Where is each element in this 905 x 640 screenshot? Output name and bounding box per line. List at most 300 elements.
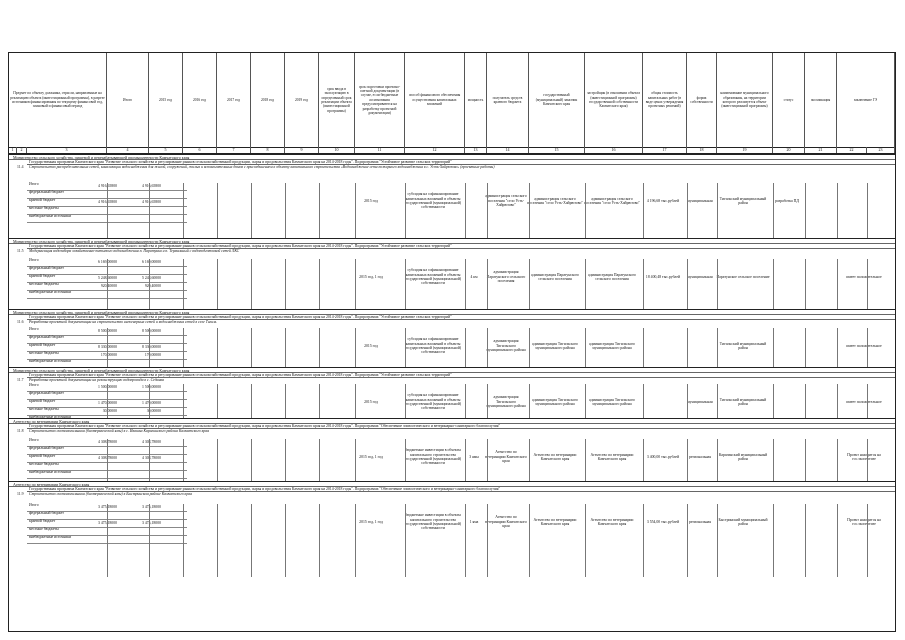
column-divider [867,384,868,419]
sector-heading: Министерство сельского хозяйства, пищевой и перерабатывающей промышленности Камчатского края [9,310,895,315]
financing-label: федеральный бюджет [29,446,64,450]
column-number: 4 [107,147,149,153]
financing-2015: 920,40000 [144,284,161,288]
column-divider [285,328,286,368]
power-cell: 4 км [470,274,478,279]
financing-label: Итого [29,503,39,507]
column-number: 1 [9,147,17,153]
mo-cell: Быстринский муниципальный район [718,517,768,526]
column-divider [285,183,286,239]
header-cell: срок подготовки проектно-сметной документации (в случае, если бюджетные ассигнования предусматриваются на разработку проектной документации) [355,53,405,147]
column-divider [217,439,218,482]
financing-2015: 6 169,00000 [142,260,161,264]
table-section [9,415,895,481]
builder-cell: администрация Паратунского сельского поселения [588,272,636,281]
financing-label: местные бюджеты [29,407,59,411]
recipient-cell: Агентство по ветеринарии Камчатского края [485,450,527,464]
financing-total: 1 470,00000 [98,401,117,405]
column-divider [217,504,218,577]
header-cell: получатель средств краевого бюджета [487,53,529,147]
column-number: 19 [717,147,773,153]
column-divider [687,183,688,239]
column-number: 17 [643,147,687,153]
header-cell: срок ввода в эксплуатацию в определенный срок реализации объекта (инвестиционной программы) [319,53,355,147]
financing-2015: 1 500,00000 [142,385,161,389]
customer-cell: администрация Паратунского сельского поселения [531,272,579,281]
column-divider [643,259,644,310]
column-divider [867,183,868,239]
status-cell [771,328,803,364]
financing-label: Итого [29,383,39,387]
header-cell: Предмет по объекту должника, отрасли, направленные на реализацию объекта (инвестиционный программы), в разрезе источников финансирования по текущему финансовой год, плановый и финансовый период [9,53,107,147]
column-number: 9 [285,147,319,153]
column-divider [251,183,252,239]
header-cell: 2017 год [217,53,251,147]
year-cell: 2015 год [364,198,378,203]
column-number: 15 [529,147,585,153]
customer-cell: администрация Тигильского муниципального района [532,341,578,350]
column-divider [149,504,150,577]
column-divider [149,183,150,239]
column-divider [149,259,150,310]
column-divider [217,328,218,368]
column-divider [805,439,806,482]
column-divider [529,384,530,419]
builder-cell: администрация сельского поселения "село Усть-Хайрюзово" [584,196,640,205]
header-cell: форма собственности [687,53,717,147]
financing-2015: 8 330,00000 [142,345,161,349]
column-divider [487,384,488,419]
header-cell: застройщик (в отношении объекта (инвестиционной программы) государственной собственности Камчатского края) [585,53,643,147]
column-divider [805,183,806,239]
financing-2015: 4 308,78000 [142,440,161,444]
builder-cell: администрация Тигильского муниципального района [589,341,635,350]
column-divider [107,259,108,310]
financing-label: местные бюджеты [29,462,59,466]
header-cell: 2016 год [183,53,217,147]
status-cell [771,504,803,540]
power-cell [463,328,485,364]
column-divider [183,504,184,577]
column-divider [183,439,184,482]
column-number: 12 [405,147,465,153]
financing-total: 4 916,65800 [98,184,117,188]
form-cell: муниципальная [687,198,713,203]
column-divider [465,328,466,368]
column-number-row [9,147,895,154]
column-divider [355,384,356,419]
financing-2015: 8 500,00000 [142,329,161,333]
ge-cell: Проект находится на гос.экспертизе [847,452,881,461]
year-cell: 2015 год [364,399,378,404]
power-cell: 1 яма [469,519,479,524]
column-divider [585,259,586,310]
financing-total: 3 475,18000 [98,505,117,509]
column-divider [643,384,644,419]
column-divider [405,259,406,310]
financing-label: внебюджетные источники [29,415,72,419]
financing-2015: 30,00000 [146,409,161,413]
financing-label: федеральный бюджет [29,190,64,194]
form-cell: региональная [689,519,711,524]
column-divider [529,439,530,482]
column-divider [585,328,586,368]
column-divider [585,439,586,482]
column-divider [687,384,688,419]
object-index: 11.6 [17,320,24,324]
column-divider [487,504,488,577]
column-divider [319,504,320,577]
column-divider [837,439,838,482]
column-divider [465,183,466,239]
recipient-cell: администрация Тигильского муниципального района [486,339,526,353]
column-divider [837,259,838,310]
column-divider [405,328,406,368]
financing-total: 30,00000 [102,409,117,413]
column-divider [465,504,466,577]
column-number: 7 [217,147,251,153]
column-number: 5 [149,147,183,153]
table-header [9,53,895,148]
financing-2015: 4 308,78000 [142,456,161,460]
mo-cell: Тигильский муниципальный район [719,397,767,406]
column-divider [643,504,644,577]
column-divider [529,504,530,577]
financing-total: 920,40000 [100,284,117,288]
column-divider [285,504,286,577]
column-divider [465,439,466,482]
column-number: 6 [183,147,217,153]
column-divider [319,259,320,310]
program-heading: Государственная программа Камчатского края "Развитие сельского хозяйства и регулирование рынков сельскохозяйственной продукции, сырья и продовольствия Камчатского края на 2014-2018 годы". Подпрограмма "Обеспечение эпизоотического и ветеринарно-санитарного благополучия" [27,487,895,492]
column-number: 21 [805,147,837,153]
table-section [9,481,895,576]
column-divider [183,328,184,368]
financing-label: краевой бюджет [29,343,56,347]
object-name: Строительство скотомогильника (биотермической ямы) в с. Ивашка Карагинского района Камчатского края [29,429,209,433]
column-divider [529,183,530,239]
builder-cell: администрация Тигильского муниципального района [589,397,635,406]
table-section [9,238,895,309]
column-divider [687,259,688,310]
investment-table [8,52,896,632]
column-divider [687,328,688,368]
customer-cell: администрация сельского поселения "село Усть-Хайрюзово" [527,196,583,205]
column-number: 14 [487,147,529,153]
recipient-cell: Агентство по ветеринарии Камчатского края [485,515,527,529]
year-cell: 2015 год, 1 год [359,274,383,279]
status-cell [771,439,803,475]
column-divider [487,183,488,239]
column-divider [285,384,286,419]
column-divider [355,183,356,239]
header-cell: общая стоимость капитальных работ (в виде ценах утверждения проектных решений) [643,53,687,147]
ge-cell: имеет положительное [846,343,882,348]
financing-label: Итого [29,258,39,262]
financing-label: краевой бюджет [29,399,56,403]
column-divider [773,259,774,310]
column-divider [217,384,218,419]
column-divider [837,183,838,239]
mo-cell: Тигильский муниципальный район [719,196,767,205]
header-cell: Итого [107,53,149,147]
expl-cell [803,328,835,364]
form-cell: муниципальная [687,274,713,279]
header-cell: 2015 год [149,53,183,147]
recipient-cell: администрация Паратунского сельского поселения [486,270,526,284]
column-number: 18 [687,147,717,153]
cost-cell: 3 400,00 тыс.рублей [646,454,680,459]
financing-total: 4 308,78000 [98,456,117,460]
column-divider [355,439,356,482]
header-cell: экспликация [805,53,837,147]
object-name: Разработка проектной документации на строительство инженерных сетей и водоснабжения сетей в селе Тигиль [29,320,217,324]
recipient-cell: администрация Тигильского муниципального района [486,395,526,409]
power-cell [463,183,485,219]
year-cell: 2015 год, 1 год [359,519,383,524]
column-divider [149,384,150,419]
column-divider [405,183,406,239]
financing-label: местные бюджеты [29,206,59,210]
sector-heading: Агентство по ветеринарии Камчатского края [9,419,895,424]
column-divider [149,439,150,482]
ge-cell: имеет положительное [846,274,882,279]
method-cell: субсидия на софинансирование капитальных вложений в объекты государственной (муниципальной) собственности [404,192,462,210]
column-divider [183,259,184,310]
program-heading: Государственная программа Камчатского края "Развитие сельского хозяйства и регулирование рынков сельскохозяйственной продукции, сырья и продовольствия Камчатского края на 2014-2018 годы". Подпрограмма "Устойчивое развитие сельских территорий" [27,160,895,165]
ge-cell [835,183,893,219]
expl-cell [803,259,835,295]
builder-cell: Агентство по ветеринарии Камчатского края [590,517,634,526]
financing-total: 6 169,00000 [98,260,117,264]
column-divider [465,384,466,419]
column-divider [773,504,774,577]
column-divider [867,328,868,368]
column-divider [773,384,774,419]
column-divider [319,183,320,239]
column-divider [107,439,108,482]
sector-heading: Министерство сельского хозяйства, пищевой и перерабатывающей промышленности Камчатского края [9,155,895,160]
column-divider [183,183,184,239]
financing-total: 8 500,00000 [98,329,117,333]
column-divider [805,259,806,310]
mo-cell: Паратунское сельское поселение [716,274,770,279]
cost-cell [641,328,685,364]
sector-heading: Агентство по ветеринарии Камчатского края [9,482,895,487]
program-heading: Государственная программа Камчатского края "Развитие сельского хозяйства и регулирование рынков сельскохозяйственной продукции, сырья и продовольствия Камчатского края на 2014-2018 годы". Подпрограмма "Обеспечение эпизоотического и ветеринарно-санитарного благополучия" [27,424,895,429]
column-divider [529,328,530,368]
column-divider [717,504,718,577]
program-heading: Государственная программа Камчатского края "Развитие сельского хозяйства и регулирование рынков сельскохозяйственной продукции, сырья и продовольствия Камчатского края на 2014-2018 годы". Подпрограмма "Устойчивое развитие сельских территорий" [27,244,895,249]
status-cell [771,384,803,420]
column-divider [285,259,286,310]
column-number: 10 [319,147,355,153]
form-cell [685,328,715,364]
financing-total: 1 500,00000 [98,385,117,389]
header-cell: мощность [465,53,487,147]
object-index: 11.8 [17,429,24,433]
column-divider [355,328,356,368]
financing-label: Итого [29,327,39,331]
header-cell: 2019 год [285,53,319,147]
method-cell: бюджетные инвестиции в объекты капитального строительства государственной (муниципальной) собственности [404,513,462,531]
column-divider [717,183,718,239]
financing-label: федеральный бюджет [29,511,64,515]
financing-label: внебюджетные источники [29,214,72,218]
column-divider [355,259,356,310]
column-number: 13 [465,147,487,153]
header-cell: государственный (муниципальный) заказчик Камчатского края [529,53,585,147]
column-divider [837,384,838,419]
column-divider [405,504,406,577]
method-cell: бюджетные инвестиции в объекты капитального строительства государственной (муниципальной) собственности [404,448,462,466]
column-divider [107,384,108,419]
financing-label: местные бюджеты [29,527,59,531]
form-cell: муниципальная [687,399,713,404]
financing-label: внебюджетные источники [29,290,72,294]
ge-cell: имеет положительное [846,399,882,404]
column-divider [319,328,320,368]
power-cell [463,384,485,420]
financing-label: Итого [29,438,39,442]
column-divider [773,439,774,482]
cost-cell: 18 400,48 тыс.рублей [645,274,681,279]
financing-total: 4 308,78000 [98,440,117,444]
program-heading: Государственная программа Камчатского края "Развитие сельского хозяйства и регулирование рынков сельскохозяйственной продукции, сырья и продовольствия Камчатского края на 2014-2018 годы". Подпрограмма "Устойчивое развитие сельских территорий" [27,315,895,320]
status-cell [771,259,803,295]
column-divider [867,259,868,310]
column-divider [717,384,718,419]
column-divider [319,439,320,482]
financing-label: краевой бюджет [29,274,56,278]
column-number: 11 [355,147,405,153]
expl-cell [803,384,835,420]
table-section [9,367,895,418]
column-divider [643,183,644,239]
recipient-cell: администрация сельского поселения "село Усть-Хайрюзово" [485,194,527,208]
column-divider [805,328,806,368]
builder-cell: Агентство по ветеринарии Камчатского края [590,452,634,461]
header-cell: наименование муниципального образования, на территории которого реализуется объект (инвестиционной программы) [717,53,773,147]
financing-2015: 3 475,18000 [142,521,161,525]
customer-cell: Агентство по ветеринарии Камчатского края [533,517,577,526]
column-divider [773,183,774,239]
column-divider [217,259,218,310]
column-divider [687,439,688,482]
financing-label: федеральный бюджет [29,266,64,270]
year-cell: 2015 год [364,343,378,348]
status-cell: разработка ПД [775,198,799,203]
column-divider [251,328,252,368]
financing-total: 8 330,00000 [98,345,117,349]
cost-cell: 4 196,68 тыс.рублей [646,198,680,203]
cost-cell: 3 554,00 тыс.рублей [646,519,680,524]
form-cell: региональная [689,454,711,459]
financing-label: федеральный бюджет [29,335,64,339]
expl-cell [803,183,835,219]
header-cell: 2018 год [251,53,285,147]
column-divider [805,504,806,577]
object-index: 11.5 [17,249,24,253]
column-divider [405,439,406,482]
financing-2015: 4 916,65800 [142,200,161,204]
object-index: 11.7 [17,378,24,382]
column-divider [487,439,488,482]
program-heading: Государственная программа Камчатского края "Развитие сельского хозяйства и регулирование рынков сельскохозяйственной продукции, сырья и продовольствия Камчатского края на 2014-2018 годы". Подпрограмма "Устойчивое развитие сельских территорий" [27,373,895,378]
table-section [9,154,895,238]
sector-heading: Министерство сельского хозяйства, пищевой и перерабатывающей промышленности Камчатского края [9,368,895,373]
method-cell: субсидия на софинансирование капитальных вложений в объекты государственной (муниципальной) собственности [404,268,462,286]
ge-cell: Проект находится на гос.экспертизе [847,517,881,526]
column-divider [585,384,586,419]
column-divider [217,183,218,239]
column-number: 3 [27,147,107,153]
column-divider [687,504,688,577]
column-divider [805,384,806,419]
financing-label: Итого [29,182,39,186]
financing-total: 3 475,18000 [98,521,117,525]
column-number: 2 [17,147,27,153]
object-name: Разработка проектной документации на реконструкцию водопровода в с. Седанка [29,378,165,382]
object-index: 11.9 [17,492,24,496]
financing-label: местные бюджеты [29,282,59,286]
column-divider [251,384,252,419]
column-divider [717,439,718,482]
column-divider [251,439,252,482]
sector-heading: Министерство сельского хозяйства, пищевой и перерабатывающей промышленности Камчатского края [9,239,895,244]
financing-label: краевой бюджет [29,519,56,523]
column-divider [107,504,108,577]
column-divider [867,439,868,482]
column-divider [487,328,488,368]
financing-total: 4 916,65800 [98,200,117,204]
column-divider [867,504,868,577]
mo-cell: Карагинский муниципальный район [718,452,768,461]
column-number: 16 [585,147,643,153]
financing-2015: 170,00000 [144,353,161,357]
column-divider [251,504,252,577]
header-cell: заключение ГЭ [837,53,895,147]
method-cell: субсидия на софинансирование капитальных вложений в объекты государственной (муниципальной) собственности [404,393,462,411]
financing-label: краевой бюджет [29,454,56,458]
financing-label: федеральный бюджет [29,391,64,395]
table-section [9,309,895,367]
column-divider [773,328,774,368]
column-divider [465,259,466,310]
financing-2015: 5 248,60000 [142,276,161,280]
column-divider [319,384,320,419]
column-divider [585,504,586,577]
column-divider [529,259,530,310]
column-divider [251,259,252,310]
column-divider [355,504,356,577]
header-cell: статус [773,53,805,147]
financing-label: внебюджетные источники [29,470,72,474]
financing-label: внебюджетные источники [29,359,72,363]
column-divider [717,328,718,368]
column-divider [837,504,838,577]
object-name: Модернизация водозабора хозяйственно-питьевого водоснабжения п. Паратунка и п. Термальный с водоподготовкой сетей ЛКС [29,249,240,253]
column-divider [405,384,406,419]
column-number: 20 [773,147,805,153]
financing-label: краевой бюджет [29,198,56,202]
object-name: Строительство скотомогильника (биотермической ямы) в Быстринском районе Камчатского края [29,492,192,496]
financing-label: местные бюджеты [29,351,59,355]
column-divider [285,439,286,482]
expl-cell [803,504,835,540]
column-divider [107,328,108,368]
expl-cell [803,439,835,475]
